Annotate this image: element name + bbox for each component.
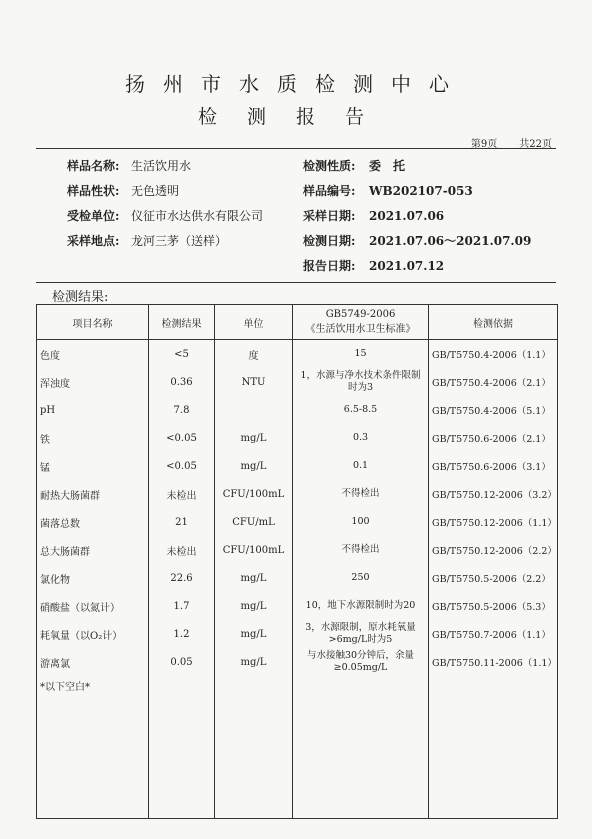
cell-item: pH (37, 396, 149, 424)
cell-standard: 10，地下水源限制时为20 (293, 592, 429, 620)
cell-standard: 3，水源限制，原水耗氧量>6mg/L时为5 (293, 620, 429, 648)
cell-standard: 1，水源与净水技术条件限制时为3 (293, 368, 429, 396)
info-row (67, 254, 547, 279)
info-row (67, 204, 547, 229)
report-title: 检测报告 (197, 106, 394, 128)
cell-basis: GB/T5750.5-2006（2.2） (429, 564, 558, 592)
cell-basis: GB/T5750.5-2006（5.3） (429, 592, 558, 620)
table-row (37, 424, 558, 452)
footer-note: *以下空白* (37, 676, 149, 819)
cell-result: <5 (149, 340, 215, 369)
cell-unit: mg/L (215, 620, 293, 648)
cell-basis: GB/T5750.4-2006（5.1） (429, 396, 558, 424)
cell-unit: CFU/mL (215, 508, 293, 536)
results-table (36, 304, 558, 819)
info-label: 采样日期: (303, 209, 356, 223)
header-standard-code: GB5749-2006 (325, 309, 396, 320)
cell-standard: 0.1 (293, 452, 429, 480)
cell-unit: mg/L (215, 592, 293, 620)
cell-item: 菌落总数 (37, 508, 149, 536)
cell-item: 色度 (37, 340, 149, 369)
info-value: 2021.07.06 (369, 209, 445, 223)
cell-item: 耗氧量（以O₂计） (37, 620, 149, 648)
cell-basis: GB/T5750.12-2006（1.1） (429, 508, 558, 536)
page-total: 共22页 (519, 139, 552, 150)
info-label: 检测性质: (303, 159, 356, 173)
table-row (37, 340, 558, 369)
cell-item: 氯化物 (37, 564, 149, 592)
empty-cell (149, 676, 215, 819)
info-value: 生活饮用水 (131, 159, 192, 173)
info-label: 检测日期: (303, 234, 356, 248)
info-row (67, 229, 547, 254)
header-item: 项目名称 (37, 305, 149, 340)
info-value: 龙河三茅（送样） (131, 234, 228, 248)
table-row (37, 368, 558, 396)
cell-basis: GB/T5750.7-2006（1.1） (429, 620, 558, 648)
empty-cell (293, 676, 429, 819)
header-result: 检测结果 (149, 305, 215, 340)
cell-unit: mg/L (215, 564, 293, 592)
cell-standard: 250 (293, 564, 429, 592)
cell-standard: 不得检出 (293, 480, 429, 508)
info-row (67, 179, 547, 204)
header-standard (293, 305, 429, 340)
cell-item: 硝酸盐（以氮计） (37, 592, 149, 620)
cell-unit: mg/L (215, 452, 293, 480)
info-label: 样品编号: (303, 184, 356, 198)
header-standard-name: 《生活饮用水卫生标准》 (305, 324, 416, 335)
table-row (37, 396, 558, 424)
cell-basis: GB/T5750.12-2006（2.2） (429, 536, 558, 564)
table-row (37, 648, 558, 676)
blank-row (37, 676, 558, 819)
info-row (67, 154, 547, 179)
cell-result: <0.05 (149, 452, 215, 480)
info-value: 2021.07.12 (369, 259, 445, 273)
empty-cell (215, 676, 293, 819)
cell-standard: 与水接触30分钟后，余量≥0.05mg/L (293, 648, 429, 676)
table-row (37, 480, 558, 508)
info-value: 2021.07.06～2021.07.09 (369, 234, 532, 248)
cell-basis: GB/T5750.4-2006（2.1） (429, 368, 558, 396)
info-label: 样品性状: (67, 184, 120, 198)
cell-result: 1.2 (149, 620, 215, 648)
info-label: 受检单位: (67, 209, 120, 223)
table-row (37, 592, 558, 620)
divider-middle (36, 282, 556, 283)
info-label: 报告日期: (303, 259, 356, 273)
page-number: 第9页 (470, 139, 498, 150)
cell-unit: mg/L (215, 424, 293, 452)
cell-item: 铁 (37, 424, 149, 452)
info-value (131, 254, 303, 279)
table-row (37, 508, 558, 536)
cell-standard: 0.3 (293, 424, 429, 452)
cell-result: 22.6 (149, 564, 215, 592)
info-value: 无色透明 (131, 184, 180, 198)
empty-cell (429, 676, 558, 819)
cell-unit: CFU/100mL (215, 536, 293, 564)
info-value: WB202107-053 (369, 184, 473, 198)
table-row (37, 564, 558, 592)
info-label: 样品名称: (67, 159, 120, 173)
header-unit: 单位 (215, 305, 293, 340)
info-value: 仪征市水达供水有限公司 (131, 209, 264, 223)
cell-unit: NTU (215, 368, 293, 396)
cell-basis: GB/T5750.4-2006（1.1） (429, 340, 558, 369)
cell-item: 游离氯 (37, 648, 149, 676)
cell-result: 未检出 (149, 480, 215, 508)
sample-info (67, 154, 547, 279)
cell-standard: 6.5-8.5 (293, 396, 429, 424)
cell-result: 7.8 (149, 396, 215, 424)
cell-basis: GB/T5750.11-2006（1.1） (429, 648, 558, 676)
table-row (37, 536, 558, 564)
table-row (37, 452, 558, 480)
info-label (67, 254, 131, 279)
results-header-row (37, 305, 558, 340)
cell-basis: GB/T5750.6-2006（2.1） (429, 424, 558, 452)
cell-result: 0.36 (149, 368, 215, 396)
cell-basis: GB/T5750.12-2006（3.2） (429, 480, 558, 508)
org-title: 扬州市水质检测中心 (125, 72, 467, 96)
cell-item: 耐热大肠菌群 (37, 480, 149, 508)
cell-item: 锰 (37, 452, 149, 480)
cell-unit (215, 396, 293, 424)
divider-top (36, 148, 556, 149)
header-basis: 检测依据 (429, 305, 558, 340)
cell-result: <0.05 (149, 424, 215, 452)
cell-basis: GB/T5750.6-2006（3.1） (429, 452, 558, 480)
cell-unit: 度 (215, 340, 293, 369)
cell-result: 未检出 (149, 536, 215, 564)
table-row (37, 620, 558, 648)
info-label: 采样地点: (67, 234, 120, 248)
results-heading: 检测结果: (52, 290, 109, 305)
cell-result: 0.05 (149, 648, 215, 676)
cell-result: 21 (149, 508, 215, 536)
cell-standard: 100 (293, 508, 429, 536)
cell-result: 1.7 (149, 592, 215, 620)
cell-unit: CFU/100mL (215, 480, 293, 508)
cell-item: 总大肠菌群 (37, 536, 149, 564)
cell-unit: mg/L (215, 648, 293, 676)
cell-standard: 15 (293, 340, 429, 369)
cell-item: 浑浊度 (37, 368, 149, 396)
info-value: 委 托 (369, 159, 406, 173)
cell-standard: 不得检出 (293, 536, 429, 564)
